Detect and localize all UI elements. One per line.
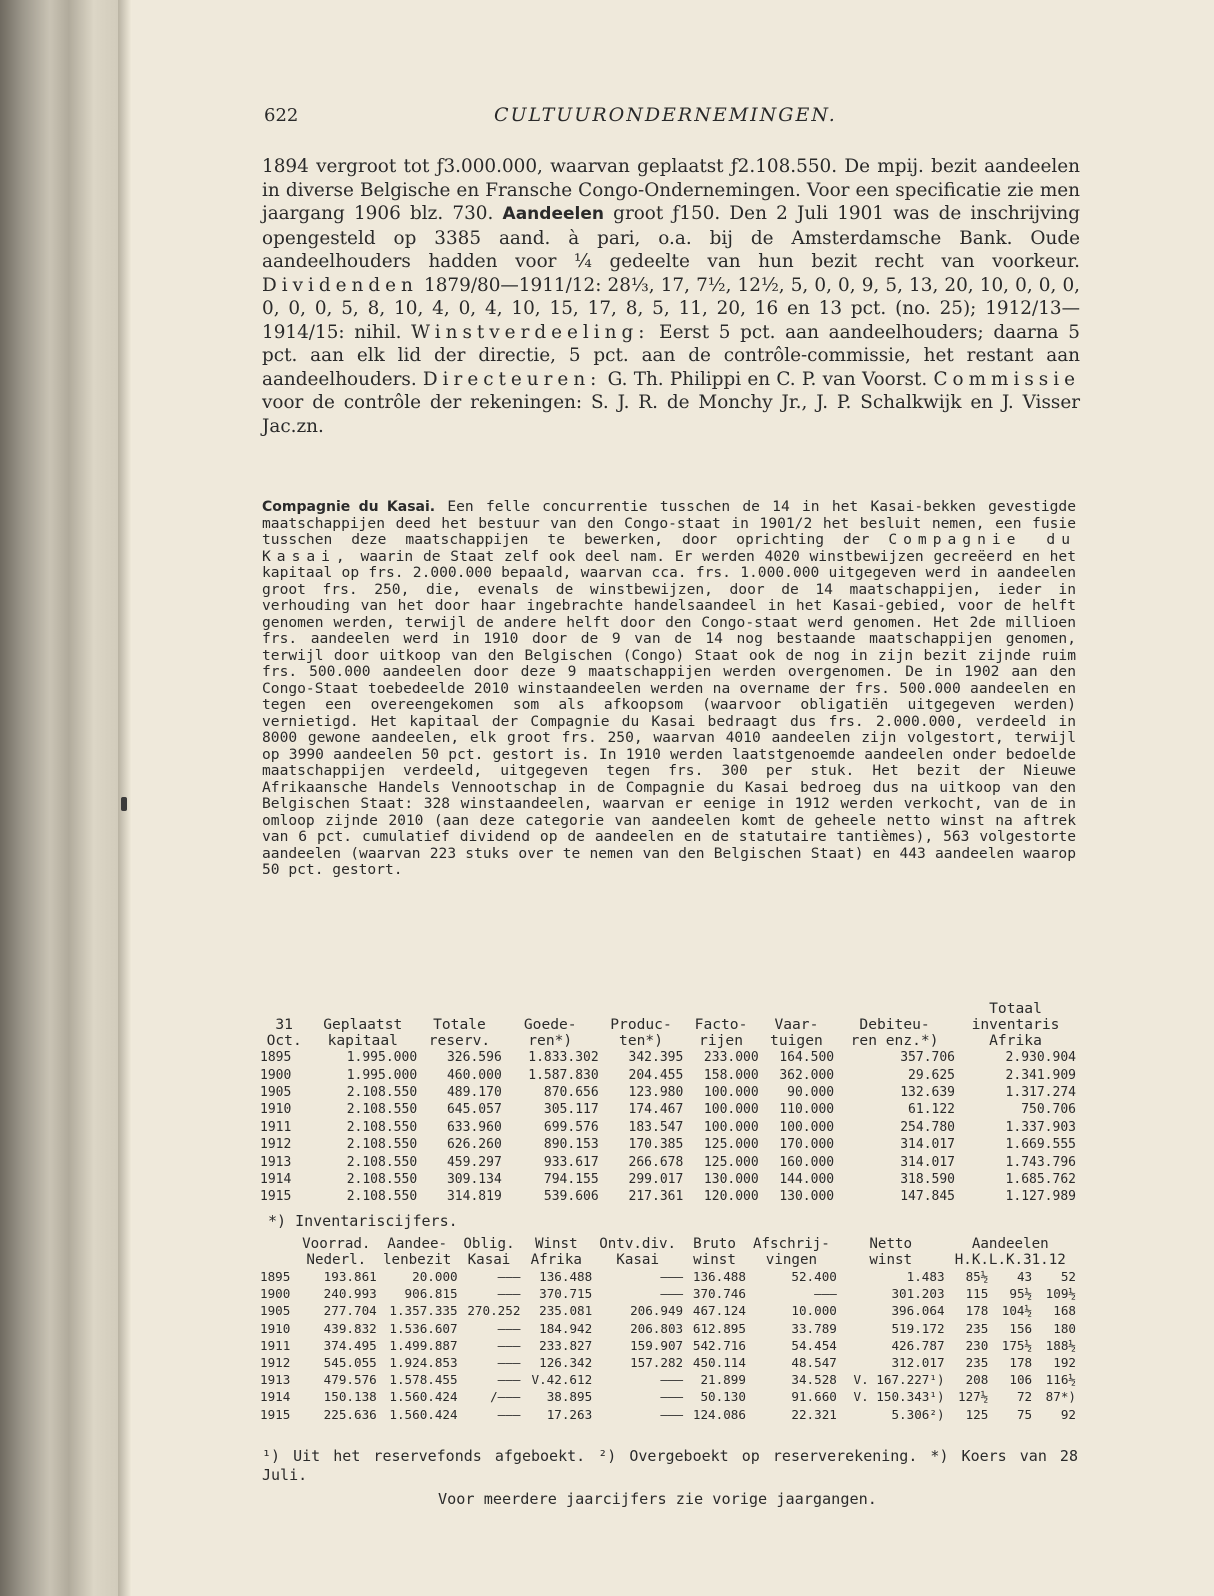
table-cell: 100.000 (779, 1119, 835, 1135)
table-cell: 1.357.335 (389, 1303, 458, 1319)
table-cell: 106 (1009, 1372, 1033, 1388)
table-cell: 136.488 (692, 1269, 746, 1285)
table-row (260, 1388, 1076, 1405)
table-row (260, 1188, 1076, 1205)
table-cell-year: 1915 (260, 1189, 292, 1205)
table-cell: 72 (1016, 1389, 1033, 1405)
table-cell: 34.528 (791, 1372, 837, 1388)
table-cell: 144.000 (779, 1171, 835, 1187)
table-cell: ——— (497, 1269, 521, 1285)
table-cell: 2.108.550 (346, 1171, 418, 1187)
table-cell: 439.832 (323, 1320, 377, 1336)
table-cell: 33.789 (791, 1320, 837, 1336)
table-cell: 1.924.853 (389, 1355, 458, 1371)
table-row (260, 1302, 1076, 1319)
table-cell: 126.342 (539, 1355, 593, 1371)
table-column-header: Winst Afrika (530, 1236, 582, 1268)
table-cell: 233.827 (539, 1337, 593, 1353)
table-cell: 110.000 (779, 1102, 835, 1118)
balance-table (260, 1001, 1076, 1206)
table-cell: 2.341.909 (1005, 1067, 1076, 1083)
table-column-header: Facto- rijen (694, 1016, 748, 1049)
table-cell: 159.907 (630, 1337, 684, 1353)
table-cell-year: 1900 (260, 1067, 292, 1083)
table-cell: 1.587.830 (528, 1067, 599, 1083)
table-cell: 318.590 (900, 1171, 956, 1187)
gutter-mark (121, 797, 127, 811)
table-cell: 312.017 (891, 1355, 945, 1371)
table-cell-year: 1905 (260, 1303, 291, 1319)
table-cell: ——— (814, 1286, 837, 1302)
table-row (260, 1371, 1076, 1388)
table-cell: 906.815 (404, 1286, 458, 1302)
table-row (260, 1171, 1076, 1188)
table-cell-year: 1900 (260, 1286, 291, 1302)
table-column-header: Totaal inventaris Afrika (971, 1000, 1060, 1049)
table-cell-year: 1912 (260, 1137, 292, 1153)
table-cell: 2.108.550 (346, 1154, 418, 1170)
table-cell: 164.500 (779, 1050, 835, 1066)
table-cell: 22.321 (791, 1406, 837, 1422)
intro-text-6: voor de contrôle der rekeningen: S. J. R. de Monchy Jr., J. P. Schalkwijk en J. Visser Jac.zn. (262, 392, 1080, 437)
table-cell: 612.895 (692, 1320, 746, 1336)
table-cell-year: 1912 (260, 1355, 291, 1371)
intro-paragraph (262, 155, 1080, 438)
table-column-header: Geplaatst kapitaal (323, 1016, 403, 1049)
table-cell: 136.488 (539, 1269, 593, 1285)
table-cell-year: 1895 (260, 1050, 292, 1066)
table-cell: 188½ (1045, 1337, 1076, 1353)
balance-table-header (260, 1001, 1076, 1049)
table-cell: 1.685.762 (1005, 1171, 1076, 1187)
table-cell: 633.960 (446, 1119, 502, 1135)
table-cell: 123.980 (628, 1084, 684, 1100)
table-cell: 426.787 (891, 1337, 945, 1353)
table-cell: ——— (497, 1355, 521, 1371)
table-cell: 170.000 (779, 1137, 835, 1153)
table-cell: 29.625 (908, 1067, 956, 1083)
kasai-paragraph (262, 499, 1076, 879)
table-cell: 50.130 (700, 1389, 746, 1405)
table-footnote: *) Inventariscijfers. (268, 1212, 458, 1230)
table-cell-year: 1911 (260, 1337, 291, 1353)
table-cell: 130.000 (703, 1171, 759, 1187)
table-row (260, 1337, 1076, 1354)
table-cell: ——— (660, 1372, 684, 1388)
table-cell-year: 1910 (260, 1102, 292, 1118)
table-cell: 206.803 (630, 1320, 684, 1336)
intro-text-3: 1879/80—1911/12: 28⅓, 17, 7½, 12½, 5, 0, 0, 9, 5, 13, 20, 10, 0, 0, 0, 0, 0, 0, 5, 8, 10, 4, 0, 4, 10, 15, 17, 8, 5, 11, 20, 16 en 13 pct. (no. 25); 1912/13—1914/15: nihil. (262, 274, 1080, 343)
aandeelen-heading: Aandeelen (502, 204, 604, 224)
table-cell: 305.117 (543, 1102, 599, 1118)
dividenden-heading: Dividenden (262, 274, 418, 296)
more-note: Voor meerdere jaarcijfers zie vorige jaargangen. (438, 1490, 877, 1508)
table-column-header: Produc- ten*) (610, 1016, 672, 1049)
table-cell: ——— (497, 1286, 521, 1302)
table-cell: 178 (965, 1303, 989, 1319)
table-cell: 277.704 (323, 1303, 377, 1319)
table-cell: ——— (497, 1406, 521, 1422)
table-column-header: Debiteu- ren enz.*) (850, 1016, 939, 1049)
table-row (260, 1153, 1076, 1170)
table-cell: 1.560.424 (389, 1406, 458, 1422)
table-cell: /——— (490, 1389, 521, 1405)
table-column-header: Voorrad. Nederl. (302, 1236, 371, 1268)
table-cell: V.42.612 (531, 1372, 593, 1388)
table-cell: 2.108.550 (346, 1137, 418, 1153)
table-cell: 91.660 (791, 1389, 837, 1405)
table-row (260, 1101, 1076, 1118)
table-cell: 170.385 (628, 1137, 684, 1153)
table-cell: ——— (497, 1337, 521, 1353)
commissie-heading: Commissie (933, 368, 1080, 390)
table-row (260, 1119, 1076, 1136)
table-cell-year: 1911 (260, 1119, 292, 1135)
table-cell: 225.636 (323, 1406, 377, 1422)
table-cell: 479.576 (323, 1372, 377, 1388)
table-cell: 362.000 (779, 1067, 835, 1083)
table-cell: 370.746 (692, 1286, 746, 1302)
table-cell: 21.899 (700, 1372, 746, 1388)
table-cell: ——— (660, 1389, 684, 1405)
table-cell: 48.547 (791, 1355, 837, 1371)
footnotes: ¹) Uit het reservefonds afgeboekt. ²) Overgeboekt op reserverekening. *) Koers van 28 Juli. (262, 1447, 1078, 1484)
table-column-header: Bruto winst (693, 1236, 736, 1268)
table-cell: 87*) (1045, 1389, 1076, 1405)
table-row (260, 1049, 1076, 1066)
table-cell: 100.000 (703, 1084, 759, 1100)
table-row (260, 1268, 1076, 1285)
table-column-header: Totale reserv. (428, 1016, 491, 1049)
table-row (260, 1136, 1076, 1153)
table-cell: 100.000 (703, 1102, 759, 1118)
table-column-header: Oblig. Kasai (463, 1236, 515, 1268)
table-cell: 459.297 (446, 1154, 502, 1170)
table-cell: 43 (1016, 1269, 1033, 1285)
table-cell: 374.495 (323, 1337, 377, 1353)
table-cell-year: 1913 (260, 1372, 291, 1388)
table-cell: 1.127.989 (1005, 1189, 1076, 1205)
table-cell: 1.995.000 (346, 1050, 418, 1066)
intro-text-5: G. Th. Philippi en C. P. van Voorst. (601, 368, 934, 390)
table-cell: 17.263 (546, 1406, 593, 1422)
table-cell: 217.361 (628, 1189, 684, 1205)
table-cell-year: 1914 (260, 1171, 292, 1187)
table-cell: ——— (497, 1320, 521, 1336)
table-cell: ——— (497, 1372, 521, 1388)
table-cell: 1.317.274 (1005, 1084, 1076, 1100)
table-cell: 2.108.550 (346, 1084, 418, 1100)
table-cell: 235 (965, 1320, 989, 1336)
aandeelen-column-header: Aandeelen H.K.L.K.31.12 (954, 1236, 1066, 1268)
directeuren-heading: Directeuren: (422, 368, 602, 390)
table-cell: 160.000 (779, 1154, 835, 1170)
table-cell: 870.656 (543, 1084, 599, 1100)
table-column-header: Vaar- tuigen (770, 1016, 823, 1049)
table-cell: 626.260 (446, 1137, 502, 1153)
page-number: 622 (264, 105, 299, 126)
table-cell: 116½ (1045, 1372, 1076, 1388)
table-cell: 168 (1053, 1303, 1076, 1319)
table-cell: 1.669.555 (1005, 1137, 1076, 1153)
table-cell-year: 1895 (260, 1269, 291, 1285)
table-cell: 1.560.424 (389, 1389, 458, 1405)
table-cell: 460.000 (446, 1067, 502, 1083)
table-cell: 890.153 (543, 1137, 599, 1153)
table-cell: 125.000 (703, 1154, 759, 1170)
table-cell: ——— (660, 1286, 684, 1302)
table-cell: 193.861 (323, 1269, 377, 1285)
table-cell: 314.819 (446, 1189, 502, 1205)
table-cell: 370.715 (539, 1286, 593, 1302)
table-cell-year: 1905 (260, 1084, 292, 1100)
table-cell: 254.780 (900, 1119, 956, 1135)
table-cell: 519.172 (891, 1320, 945, 1336)
table-cell: V. 167.227¹) (853, 1372, 945, 1388)
kasai-spaced-name: Compagnie du Kasai, (262, 531, 1076, 565)
table-cell: 184.942 (539, 1320, 593, 1336)
table-cell: 75 (1016, 1406, 1033, 1422)
table-row (260, 1406, 1076, 1423)
table-cell-year: 1914 (260, 1389, 291, 1405)
table-column-header: Afschrij- vingen (752, 1236, 830, 1268)
table-cell: 92 (1060, 1406, 1076, 1422)
winstverdeeling-heading: Winstverdeeling: (411, 321, 650, 343)
table-cell: 2.108.550 (346, 1119, 418, 1135)
table-cell: 38.895 (546, 1389, 593, 1405)
table-cell: 2.930.904 (1005, 1050, 1076, 1066)
table-cell: 2.108.550 (346, 1189, 418, 1205)
table-cell: 125.000 (703, 1137, 759, 1153)
results-table-body (260, 1268, 1076, 1423)
table-cell: 270.252 (467, 1303, 521, 1319)
table-cell: 2.108.550 (346, 1102, 418, 1118)
table-column-header: 31 Oct. (266, 1016, 302, 1049)
table-cell: 645.057 (446, 1102, 502, 1118)
table-cell: 90.000 (787, 1084, 835, 1100)
table-row (260, 1354, 1076, 1371)
table-cell: 192 (1053, 1355, 1076, 1371)
table-cell: 309.134 (446, 1171, 502, 1187)
table-cell: 489.170 (446, 1084, 502, 1100)
table-column-header: Netto winst (869, 1236, 913, 1268)
table-cell: 54.454 (791, 1337, 837, 1353)
table-cell: 52 (1060, 1269, 1076, 1285)
table-cell: 240.993 (323, 1286, 377, 1302)
table-cell: ——— (660, 1406, 684, 1422)
table-cell: 115 (965, 1286, 989, 1302)
table-cell: 299.017 (628, 1171, 684, 1187)
table-column-header (260, 1236, 296, 1268)
table-row (260, 1320, 1076, 1337)
table-cell: 174.467 (628, 1102, 684, 1118)
table-cell: 1.743.796 (1005, 1154, 1076, 1170)
table-cell: 175½ (1001, 1337, 1033, 1353)
table-cell: 235 (965, 1355, 989, 1371)
table-cell: 120.000 (703, 1189, 759, 1205)
table-cell: 450.114 (692, 1355, 746, 1371)
table-cell: 699.576 (543, 1119, 599, 1135)
table-cell: 204.455 (628, 1067, 684, 1083)
table-cell: V. 150.343¹) (853, 1389, 945, 1405)
kasai-text-1: Een felle concurrentie tusschen de 14 in het Kasai-bekken gevestigde maatschappijen deed het bestuur van den Congo-staat in 1901/2 het besluit nemen, een fusie tusschen deze maatschappijen te bewerken, door oprichting der (262, 498, 1076, 548)
table-cell: 132.639 (900, 1084, 956, 1100)
running-head: CULTUURONDERNEMINGEN. (494, 104, 837, 126)
table-cell: 230 (965, 1337, 989, 1353)
table-cell: 326.596 (446, 1050, 502, 1066)
table-cell: 1.833.302 (528, 1050, 599, 1066)
table-cell: 85½ (965, 1269, 989, 1285)
table-cell: 5.306²) (891, 1406, 945, 1422)
table-cell: 178 (1009, 1355, 1033, 1371)
table-cell: 1.578.455 (389, 1372, 458, 1388)
table-cell: 750.706 (1021, 1102, 1076, 1118)
table-cell: 545.055 (323, 1355, 377, 1371)
table-cell: 183.547 (628, 1119, 684, 1135)
table-cell: 342.395 (628, 1050, 684, 1066)
table-cell: 130.000 (779, 1189, 835, 1205)
table-row (260, 1066, 1076, 1083)
table-cell: 314.017 (900, 1154, 956, 1170)
table-cell: 1.536.607 (389, 1320, 458, 1336)
intro-text-1: 1894 vergroot tot ƒ3.000.000, waarvan geplaatst ƒ2.108.550. De mpij. bezit aandeelen in diverse Belgische en Fransche Congo-Ondernemingen. Voor een specificatie zie men jaargang 1906 blz. 730. (262, 156, 1080, 224)
book-spine (0, 0, 125, 1596)
table-cell-year: 1915 (260, 1406, 291, 1422)
table-cell: 794.155 (543, 1171, 599, 1187)
table-cell: 235.081 (539, 1303, 593, 1319)
table-cell: 156 (1009, 1320, 1033, 1336)
table-cell: 1.499.887 (389, 1337, 458, 1353)
table-row (260, 1084, 1076, 1101)
table-cell: 206.949 (630, 1303, 684, 1319)
table-cell: 125 (965, 1406, 989, 1422)
table-cell: 208 (965, 1372, 989, 1388)
intro-text-4: Eerst 5 pct. aan aandeelhouders; daarna 5 pct. aan elk lid der directie, 5 pct. aan de contrôle-commissie, het restant aan aandeelhouders. (262, 321, 1081, 390)
table-cell: 266.678 (628, 1154, 684, 1170)
table-column-header: Ontv.div. Kasai (599, 1236, 677, 1268)
results-table-header (260, 1236, 1076, 1268)
table-cell: 1.483 (906, 1269, 945, 1285)
table-cell: 301.203 (891, 1286, 945, 1302)
table-column-header: Aandee- lenbezit (383, 1236, 452, 1268)
table-cell: 52.400 (791, 1269, 837, 1285)
table-cell: 180 (1053, 1320, 1076, 1336)
table-cell: 1.337.903 (1005, 1119, 1076, 1135)
table-cell: 357.706 (900, 1050, 956, 1066)
table-cell: 95½ (1009, 1286, 1033, 1302)
table-cell: 127½ (957, 1389, 989, 1405)
table-cell: 467.124 (692, 1303, 746, 1319)
results-table (260, 1236, 1076, 1423)
table-cell: 1.995.000 (346, 1067, 418, 1083)
table-cell: 109½ (1045, 1286, 1076, 1302)
table-cell: 147.845 (900, 1189, 956, 1205)
table-cell: ——— (660, 1269, 684, 1285)
table-cell-year: 1910 (260, 1320, 291, 1336)
table-cell: 158.000 (703, 1067, 759, 1083)
table-cell: 104½ (1001, 1303, 1033, 1319)
table-cell: 542.716 (692, 1337, 746, 1353)
table-cell: 10.000 (791, 1303, 837, 1319)
table-cell: 20.000 (412, 1269, 458, 1285)
table-cell: 150.138 (323, 1389, 377, 1405)
table-column-header: Goede- ren*) (523, 1016, 577, 1049)
kasai-text-2: waarin de Staat zelf ook deel nam. Er werden 4020 winstbewijzen gecreëerd en het kapitaal op frs. 2.000.000 bepaald, waarvan cca. frs. 1.000.000 uitgegeven werd in aandeelen groot frs. 250, die, evenals de winstbewijzen, door de 14 maatschappijen, ieder in verhouding van het door haar ingebrachte handelsaandeel in het Kasai-gebied, voor de helft genomen werden, terwijl de andere helft door den Congo-staat werd genomen. Het 2de millioen frs. aandeelen werd in 1910 door de 9 van de 14 nog bestaande maatschappijen genomen, terwijl door uitkoop van den Belgischen (Congo) Staat ook de nog in zijn bezit zijnde ruim frs. 500.000 aandeelen door deze 9 maatschappijen werden overgenomen. De in 1902 aan den Congo-Staat toebedeelde 2010 winstaandeelen werden na overname der frs. 500.000 aandeelen en tegen een overeengekomen som als afkoopsom (waarvoor obligatiën uitgegeven werden) vernietigd. Het kapitaal der Compagnie du Kasai bedraagt dus frs. 2.000.000, verdeeld in 8000 gewone aandeelen, elk groot frs. 250, waarvan 4010 aandeelen zijn volgestort, terwijl op 3990 aandeelen 50 pct. gestort is. In 1910 werden laatstgenoemde aandeelen onder bedoelde maatschappijen verdeeld, uitgegeven tegen frs. 300 per stuk. Het bezit der Nieuwe Afrikaansche Handels Vennootschap in de Compagnie du Kasai bedroeg dus na uitkoop van den Belgischen Staat: 328 winstaandeelen, waarvan er eenige in 1912 werden verkocht, van de in omloop zijnde 2010 (aan deze categorie van aandeelen komt de geheele netto winst na aftrek van 6 pct. cumulatief dividend op de aandeelen en de statutaire tantièmes), 563 volgestorte aandeelen (waarvan 223 stuks over te nemen van den Belgischen Staat) en 443 aandeelen waarop 50 pct. gestort. (262, 547, 1076, 878)
table-cell: 61.122 (908, 1102, 956, 1118)
table-row (260, 1285, 1076, 1302)
kasai-title: Compagnie du Kasai. (262, 499, 436, 515)
table-cell: 157.282 (630, 1355, 684, 1371)
table-cell-year: 1913 (260, 1154, 292, 1170)
table-cell: 314.017 (900, 1137, 956, 1153)
balance-table-body (260, 1049, 1076, 1206)
table-cell: 396.064 (891, 1303, 945, 1319)
table-cell: 233.000 (703, 1050, 759, 1066)
table-cell: 539.606 (543, 1189, 599, 1205)
table-cell: 933.617 (543, 1154, 599, 1170)
table-cell: 124.086 (692, 1406, 746, 1422)
intro-text-2: groot ƒ150. Den 2 Juli 1901 was de inschrijving opengesteld op 3385 aand. à pari, o.a. bij de Amsterdamsche Bank. Oude aandeelhouders hadden voor ¼ gedeelte van hun bezit recht van voorkeur. (262, 203, 1080, 272)
table-cell: 100.000 (703, 1119, 759, 1135)
